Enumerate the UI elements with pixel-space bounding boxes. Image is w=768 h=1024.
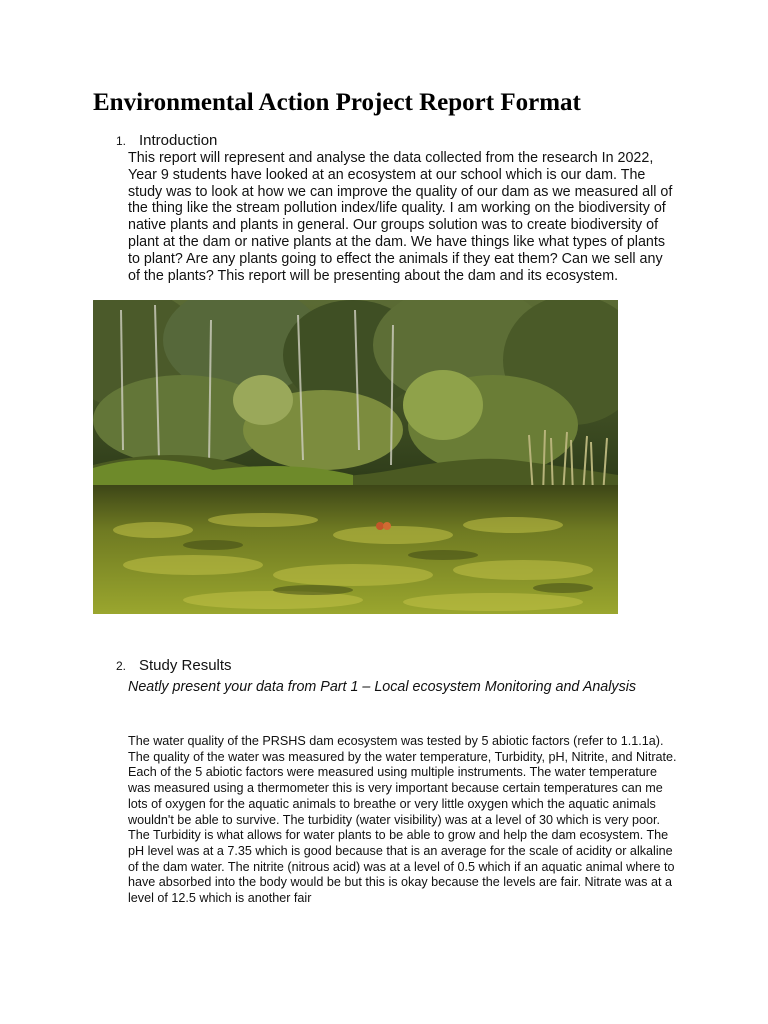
study-results-paragraph: The water quality of the PRSHS dam ecosystem was tested by 5 abiotic factors (refer to 1.1.1a). The quality of the water was measured by the water temperature, Turbidity, pH, Nitrite, and Nitrate. Each of the 5 abiotic factors were measured using multiple instruments. The water temperature was measured using a thermometer this is very important because certain temperatures can me lots of oxygen for the aquatic animals to breathe or very little oxygen which the aquatic animals wouldn't be able to survive. The turbidity (water visibility) was at a level of 30 which is very poor. The Turbidity is what allows for water plants to be able to grow and help the dam ecosystem. The pH level was at a 7.35 which is good because that is an average for the scale of acidity or alkaline of the dam water. The nitrite (nitrous acid) was at a level of 0.5 which if an aquatic animal where to have absorbed into the body would be but this is okay because the levels are fair. Nitrate was at a level of 12.5 which is another fair <box>128 734 677 906</box>
section-number: 2. <box>116 659 127 673</box>
introduction-paragraph: This report will represent and analyse the data collected from the research In 2022, Year 9 students have looked at an ecosystem at our school which is our dam. The study was to look at how we can improve the quality of our dam as we measured all of the thing like the stream pollution index/life quality. I am working on the biodiversity of native plants and plants in general. Our groups solution was to create biodiversity of plant at the dam or native plants at the dam. We have things like what types of plants to plant? Are any plants going to effect the animals if they eat them? Can we sell any of the plants? This report will be presenting about the dam and its ecosystem. <box>128 150 673 284</box>
section-heading-introduction <box>116 132 217 150</box>
section-heading-label: Introduction <box>139 132 218 149</box>
section-number: 1. <box>116 134 127 148</box>
document-title: Environmental Action Project Report Format <box>93 89 581 116</box>
section-heading-label: Study Results <box>139 657 232 674</box>
instruction-text: Neatly present your data from Part 1 – Local ecosystem Monitoring and Analysis <box>128 679 637 695</box>
dam-ecosystem-photo <box>93 300 618 614</box>
section-heading-study-results <box>116 657 232 675</box>
